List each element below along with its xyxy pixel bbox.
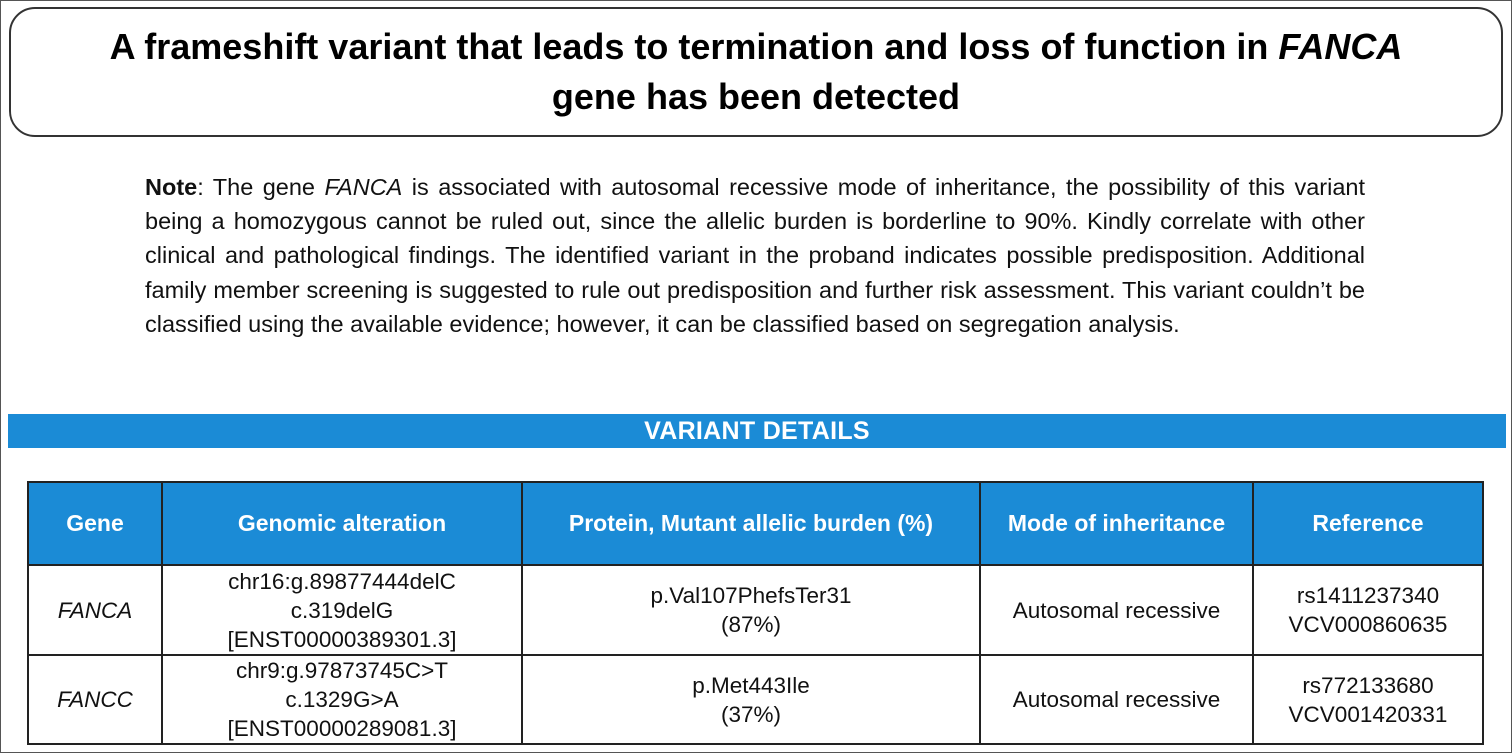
header-mode-of-inheritance: Mode of inheritance [980, 482, 1253, 565]
headline-part2: gene has been detected [551, 76, 961, 117]
protein-change: p.Val107PhefsTer31 [650, 583, 852, 608]
cell-gene [28, 655, 162, 744]
genomic-line: [ENST00000389301.3] [227, 626, 457, 652]
section-title: VARIANT DETAILS [644, 416, 870, 445]
genomic-line: [ENST00000289081.3] [227, 716, 457, 741]
gene-name: FANCC [57, 687, 133, 712]
note-label: Note [145, 174, 198, 200]
allelic-burden: (87%) [720, 612, 782, 637]
reference-line: VCV000860635 [1288, 612, 1448, 637]
note-gene: FANCA [324, 174, 403, 200]
genomic-line: c.1329G>A [285, 687, 399, 712]
headline-box [9, 7, 1503, 137]
cell-reference [1253, 565, 1483, 655]
reference-line: VCV001420331 [1288, 701, 1448, 727]
genomic-line: c.319delG [290, 597, 394, 623]
section-banner [8, 414, 1506, 448]
header-protein-burden: Protein, Mutant allelic burden (%) [522, 482, 980, 565]
cell-mode-of-inheritance: Autosomal recessive [980, 565, 1253, 655]
cell-gene [28, 565, 162, 655]
cell-reference [1253, 655, 1483, 744]
cell-protein-burden [522, 655, 980, 744]
header-gene: Gene [28, 482, 162, 565]
table-row [28, 655, 1483, 744]
header-genomic-alteration: Genomic alteration [162, 482, 522, 565]
cell-genomic-alteration [162, 655, 522, 744]
note-prefix: : The gene [197, 174, 325, 200]
gene-name: FANCA [57, 597, 133, 623]
headline-text [110, 22, 1403, 122]
headline-part1: A frameshift variant that leads to termination and loss of function in [109, 26, 1279, 67]
table-row [28, 565, 1483, 655]
genomic-line: chr16:g.89877444delC [228, 568, 456, 594]
reference-line: rs1411237340 [1296, 583, 1440, 608]
variant-table [27, 481, 1484, 745]
note-text: is associated with autosomal recessive mode of inheritance, the possibility of this variant being a homozygous cannot be ruled out, since the allelic burden is borderline to 90%. Kindly correlate with other clinical and pathological findings. The identified variant in the proband indicates possible predisposition. Additional family member screening is suggested to rule out predisposition and further risk assessment. This variant couldn’t be classified using the available evidence; however, it can be classified based on segregation analysis. [145, 174, 1365, 337]
genomic-line: chr9:g.97873745C>T [235, 658, 449, 683]
reference-line: rs772133680 [1302, 672, 1434, 698]
cell-mode-of-inheritance: Autosomal recessive [980, 655, 1253, 744]
headline-gene: FANCA [1278, 26, 1403, 67]
cell-protein-burden [522, 565, 980, 655]
table-header-row [28, 482, 1483, 565]
note-paragraph [145, 170, 1365, 341]
allelic-burden: (37%) [720, 701, 782, 727]
header-reference: Reference [1253, 482, 1483, 565]
cell-genomic-alteration [162, 565, 522, 655]
protein-change: p.Met443Ile [692, 672, 810, 698]
